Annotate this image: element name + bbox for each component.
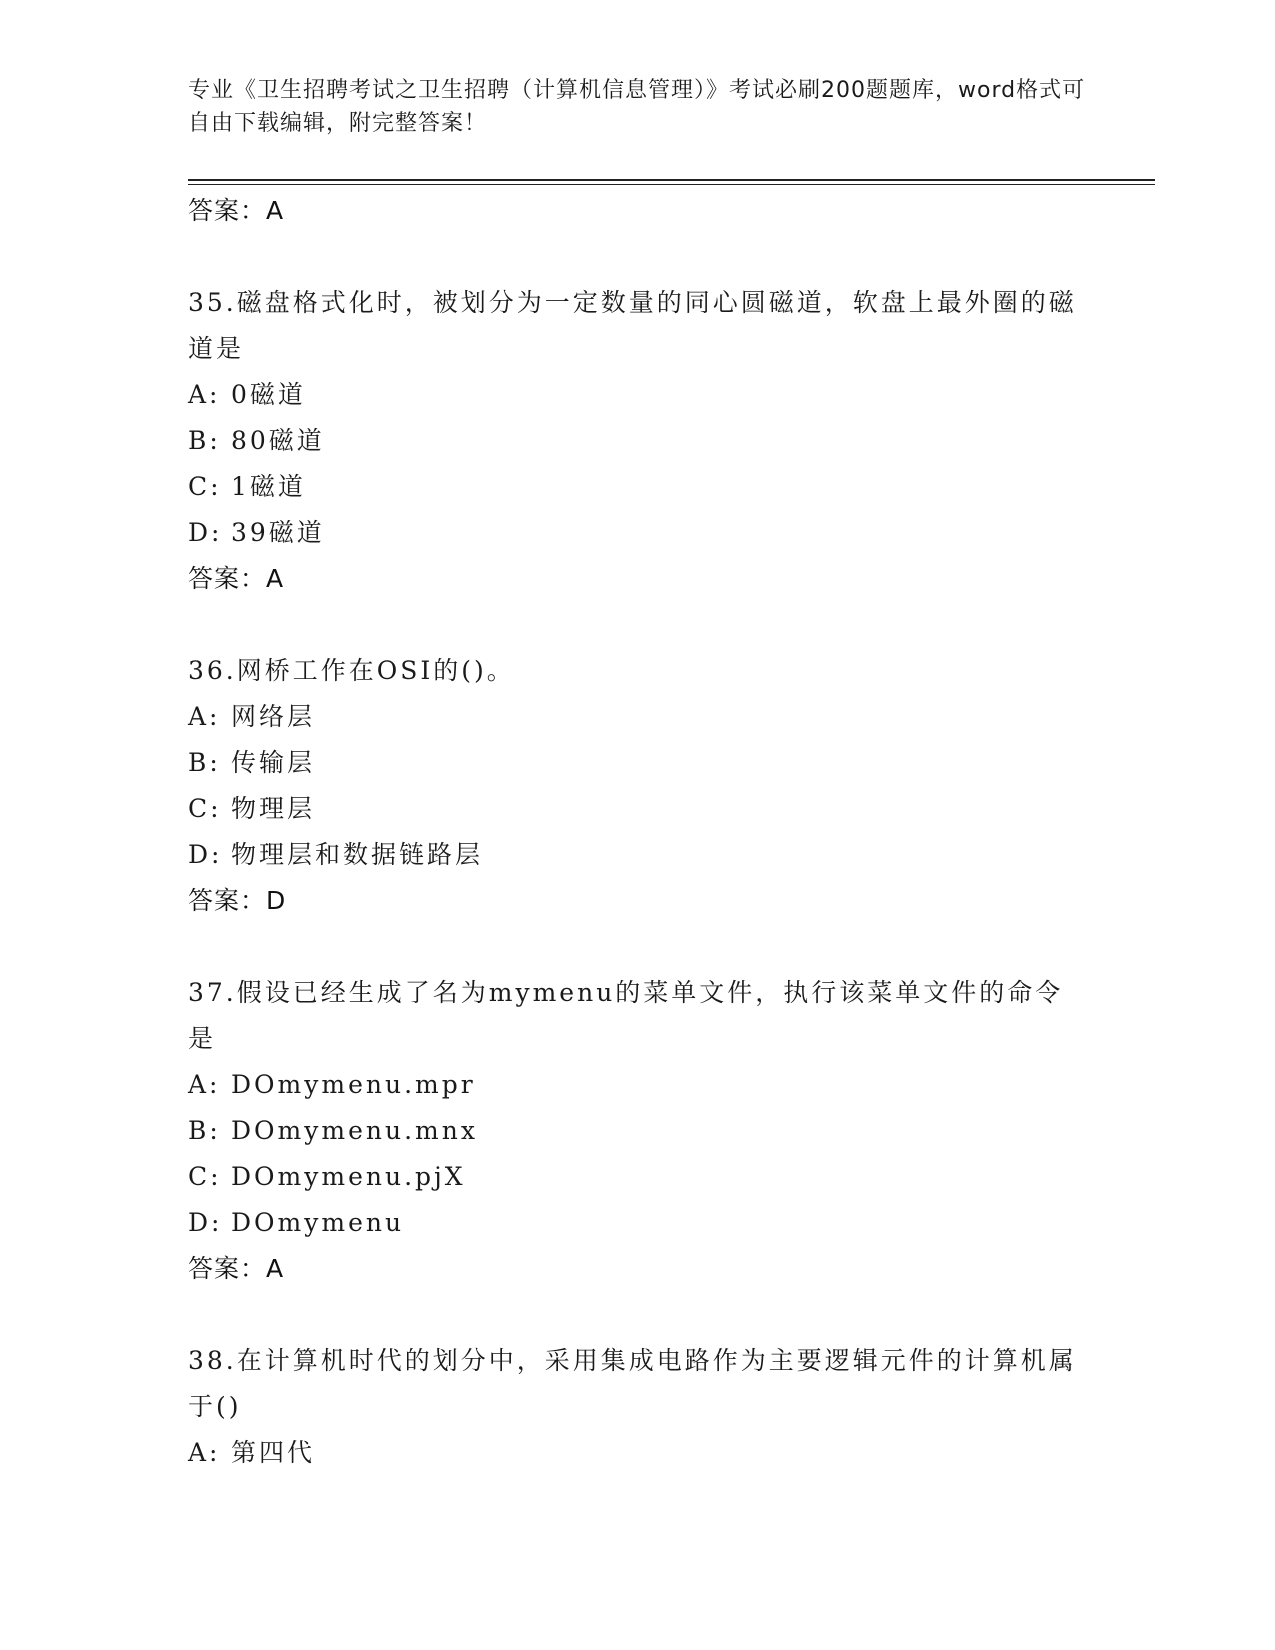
option-text: 物理层 [231, 794, 316, 823]
option-a [188, 1430, 1088, 1476]
option-text: DOmymenu.mpr [231, 1070, 476, 1099]
question-block [188, 1338, 1088, 1476]
header-divider-thin [188, 184, 1155, 185]
option-key: A: [188, 380, 221, 409]
option-a [188, 372, 1088, 418]
spacer [188, 602, 1088, 648]
option-a [188, 1062, 1088, 1108]
option-d [188, 1200, 1088, 1246]
option-text: 1磁道 [231, 472, 306, 501]
spacer [188, 1292, 1088, 1338]
option-key: C: [188, 472, 222, 501]
option-key: C: [188, 794, 222, 823]
question-stem: 38.在计算机时代的划分中，采用集成电路作为主要逻辑元件的计算机属于() [188, 1346, 1077, 1421]
option-key: C: [188, 1162, 222, 1191]
option-text: 39磁道 [231, 518, 325, 547]
option-b [188, 418, 1088, 464]
option-key: A: [188, 1438, 221, 1467]
question-list [188, 188, 1088, 1476]
spacer [188, 924, 1088, 970]
option-a [188, 694, 1088, 740]
question-block [188, 970, 1088, 1292]
page-header-title: 专业《卫生招聘考试之卫生招聘（计算机信息管理）》考试必刷200题题库，word格式可自由下载编辑，附完整答案！ [188, 78, 1086, 136]
question-stem: 36.网桥工作在OSI的()。 [188, 656, 515, 685]
option-d [188, 510, 1088, 556]
option-text: 0磁道 [231, 380, 306, 409]
option-key: A: [188, 1070, 221, 1099]
option-b [188, 1108, 1088, 1154]
option-text: 80磁道 [231, 426, 325, 455]
option-key: D: [188, 840, 223, 869]
option-c [188, 786, 1088, 832]
option-text: DOmymenu.mnx [231, 1116, 478, 1145]
option-key: D: [188, 518, 223, 547]
option-text: DOmymenu.pjX [231, 1162, 466, 1191]
option-c [188, 464, 1088, 510]
option-c [188, 1154, 1088, 1200]
option-b [188, 740, 1088, 786]
question-block [188, 648, 1088, 924]
option-key: B: [188, 748, 221, 777]
question-stem: 35.磁盘格式化时，被划分为一定数量的同心圆磁道，软盘上最外圈的磁道是 [188, 288, 1077, 363]
option-key: B: [188, 426, 221, 455]
question-block [188, 280, 1088, 602]
option-text: 网络层 [231, 702, 316, 731]
option-key: A: [188, 702, 221, 731]
option-text: DOmymenu [231, 1208, 405, 1237]
answer-line: 答案：A [188, 564, 285, 593]
spacer [188, 234, 1088, 280]
option-text: 传输层 [231, 748, 316, 777]
option-text: 物理层和数据链路层 [231, 840, 484, 869]
option-text: 第四代 [231, 1438, 316, 1467]
answer-line: 答案：A [188, 1254, 285, 1283]
option-key: B: [188, 1116, 221, 1145]
answer-line: 答案：D [188, 886, 287, 915]
header-divider-thick [188, 179, 1155, 181]
option-key: D: [188, 1208, 223, 1237]
option-d [188, 832, 1088, 878]
answer-line: 答案：A [188, 196, 285, 225]
question-stem: 37.假设已经生成了名为mymenu的菜单文件，执行该菜单文件的命令是 [188, 978, 1064, 1053]
